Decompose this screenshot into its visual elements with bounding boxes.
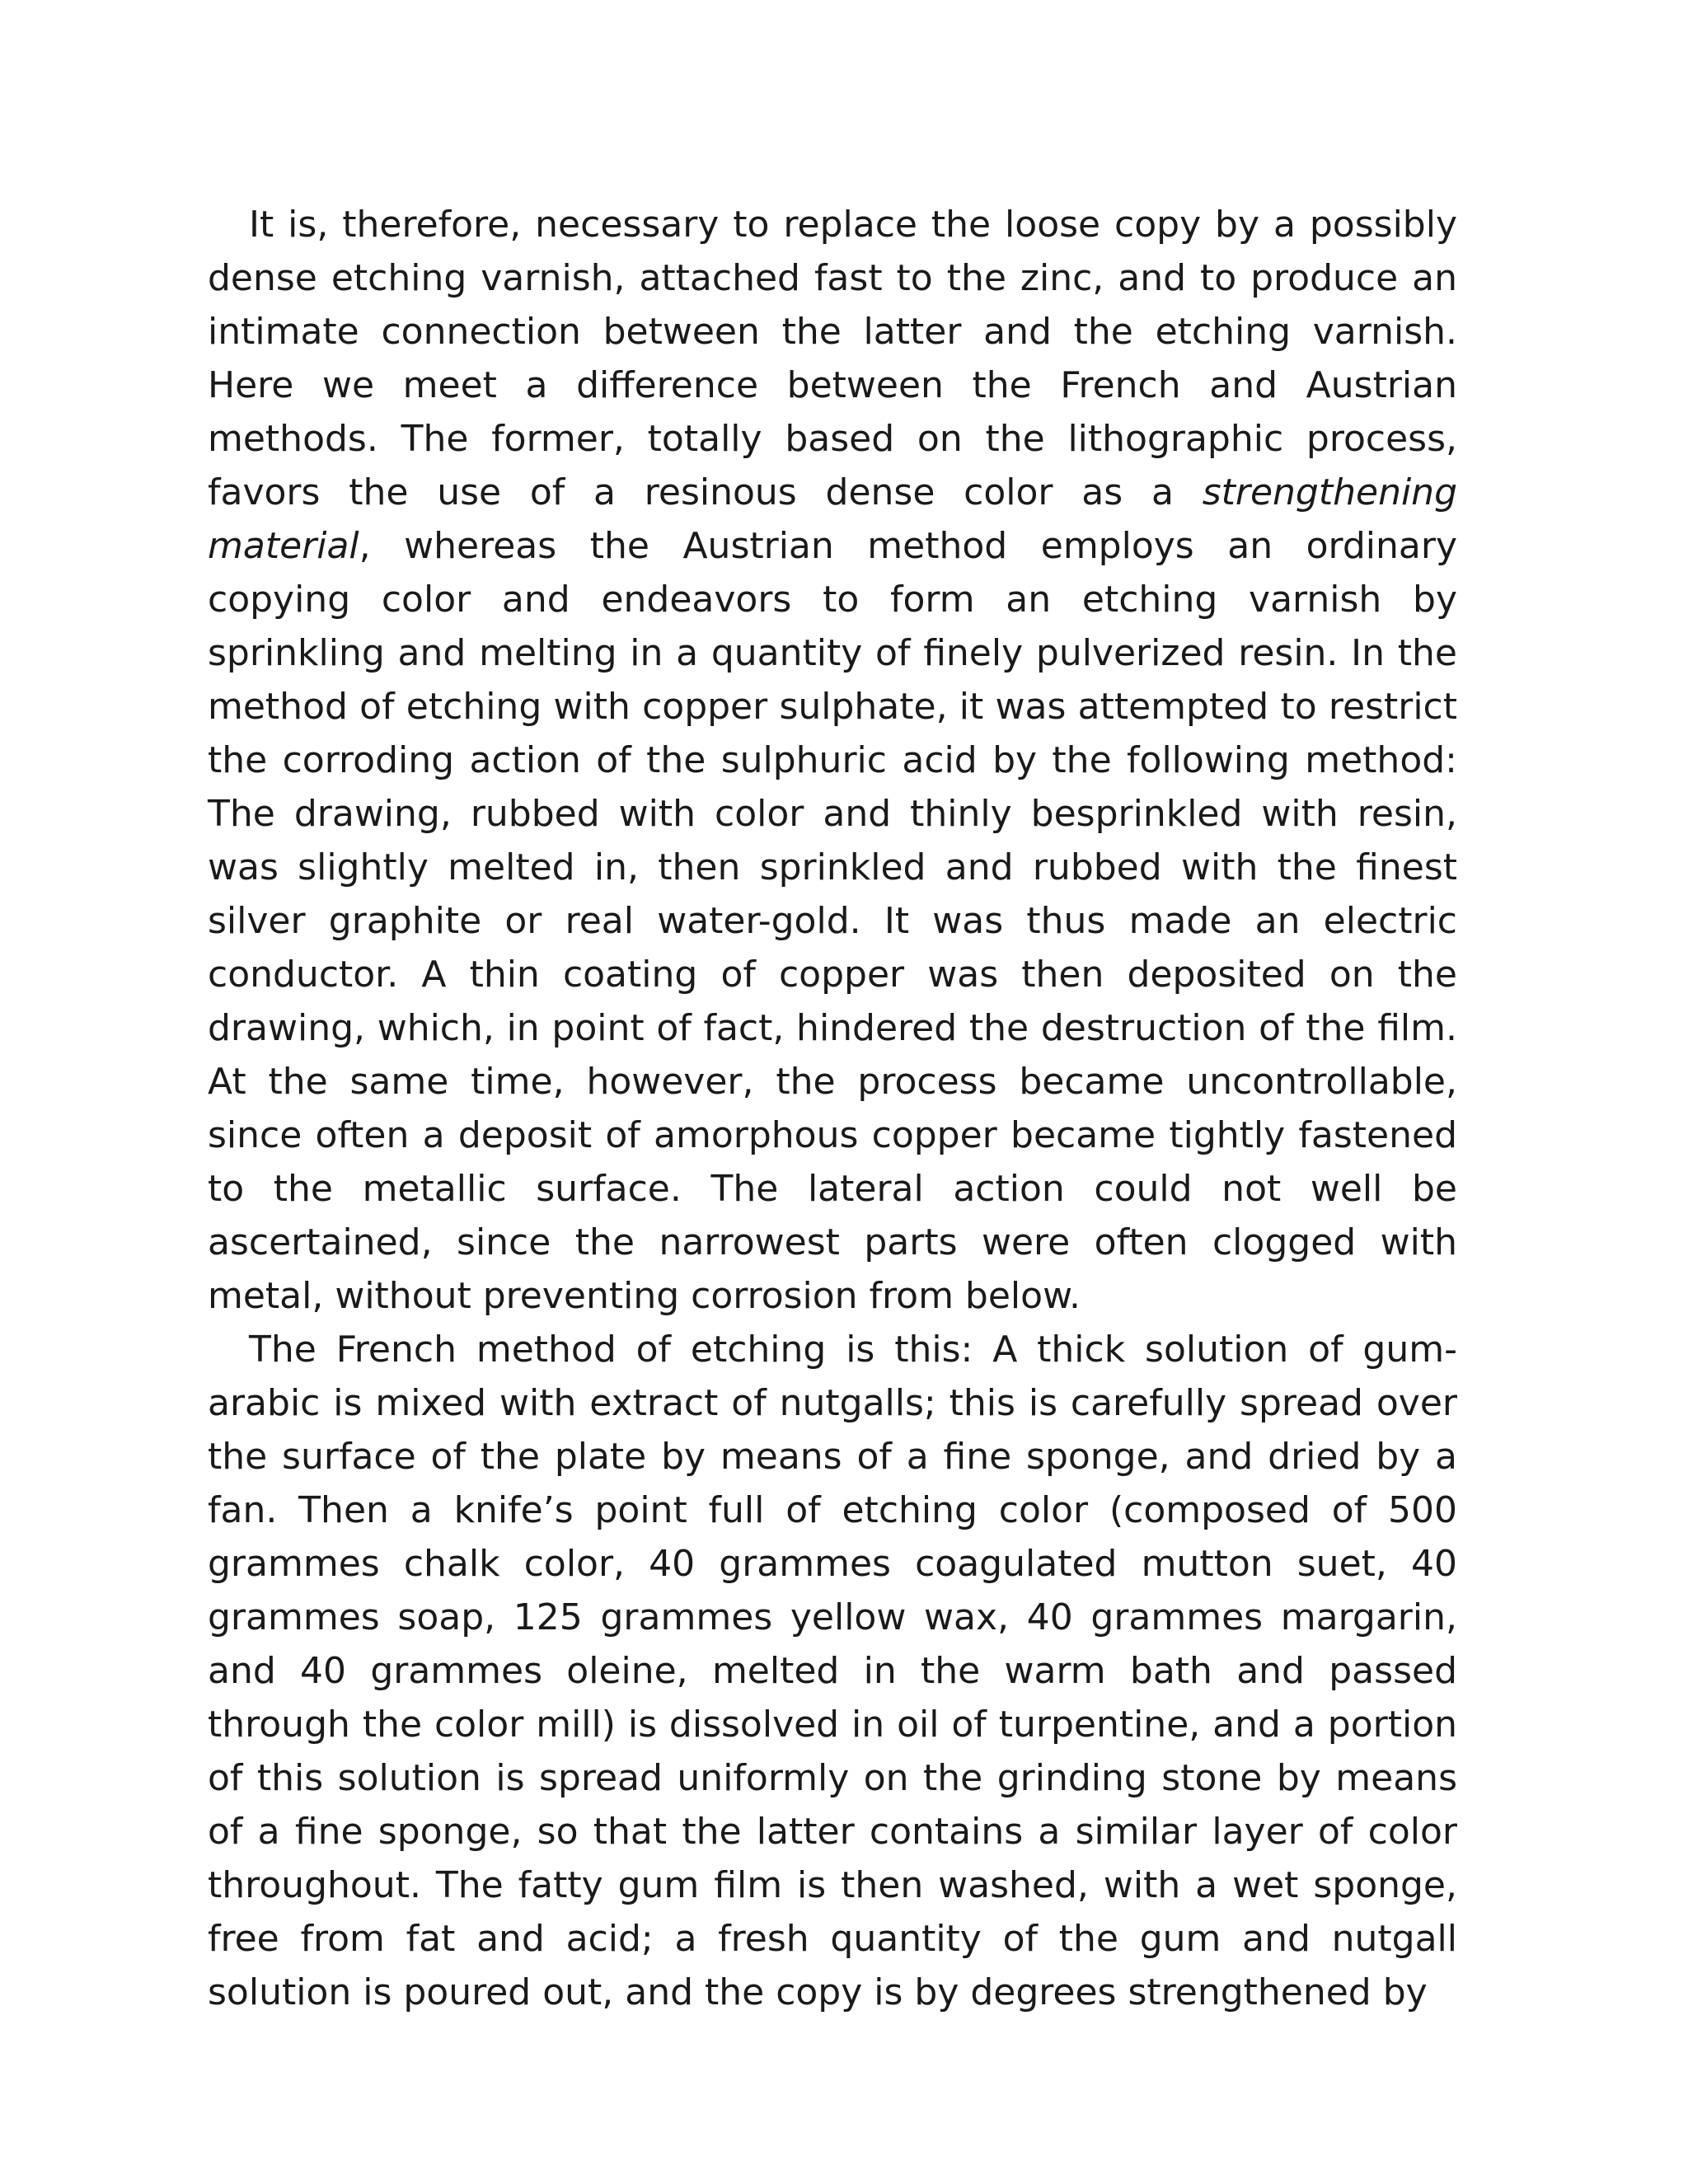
paragraph-1 <box>208 198 1457 1323</box>
italic-term: strengthening material <box>208 471 1457 567</box>
paragraph-1-text-end: , whereas the Austrian method employs an ordinary copying color and endeavors to form an etching varnish by sprinkling and melting in a quantity of finely pulverized resin. In the method of etching with copper sulphate, it was attempted to restrict the corroding action of the sulphuric acid by the following method: The drawing, rubbed with color and thinly besprinkled with resin, was slightly melted in, then sprinkled and rubbed with the finest silver graphite or real water-gold. It was thus made an electric conductor. A thin coating of copper was then deposited on the drawing, which, in point of fact, hindered the destruction of the film. At the same time, however, the process became uncontrollable, since often a deposit of amorphous copper became tightly fastened to the metallic surface. The lateral action could not well be ascertained, since the narrowest parts were often clogged with metal, without preventing corrosion from below. <box>208 525 1457 1317</box>
page-body <box>208 198 1457 2019</box>
paragraph-2: The French method of etching is this: A thick solution of gum-arabic is mixed with extract of nutgalls; this is carefully spread over the surface of the plate by means of a fine sponge, and dried by a fan. Then a knife’s point full of etching color (composed of 500 grammes chalk color, 40 grammes coagulated mutton suet, 40 grammes soap, 125 grammes yellow wax, 40 grammes margarin, and 40 grammes oleine, melted in the warm bath and passed through the color mill) is dissolved in oil of turpentine, and a portion of this solution is spread uniformly on the grinding stone by means of a fine sponge, so that the latter contains a similar layer of color throughout. The fatty gum film is then washed, with a wet sponge, free from fat and acid; a fresh quantity of the gum and nutgall solution is poured out, and the copy is by degrees strengthened by <box>208 1329 1457 2013</box>
paragraph-1-text-start: It is, therefore, necessary to replace the loose copy by a possibly dense etching varnish, attached fast to the zinc, and to produce an intimate connection between the latter and the etching varnish. Here we meet a difference between the French and Austrian methods. The former, totally based on the lithographic process, favors the use of a resinous dense color as a <box>208 204 1457 513</box>
